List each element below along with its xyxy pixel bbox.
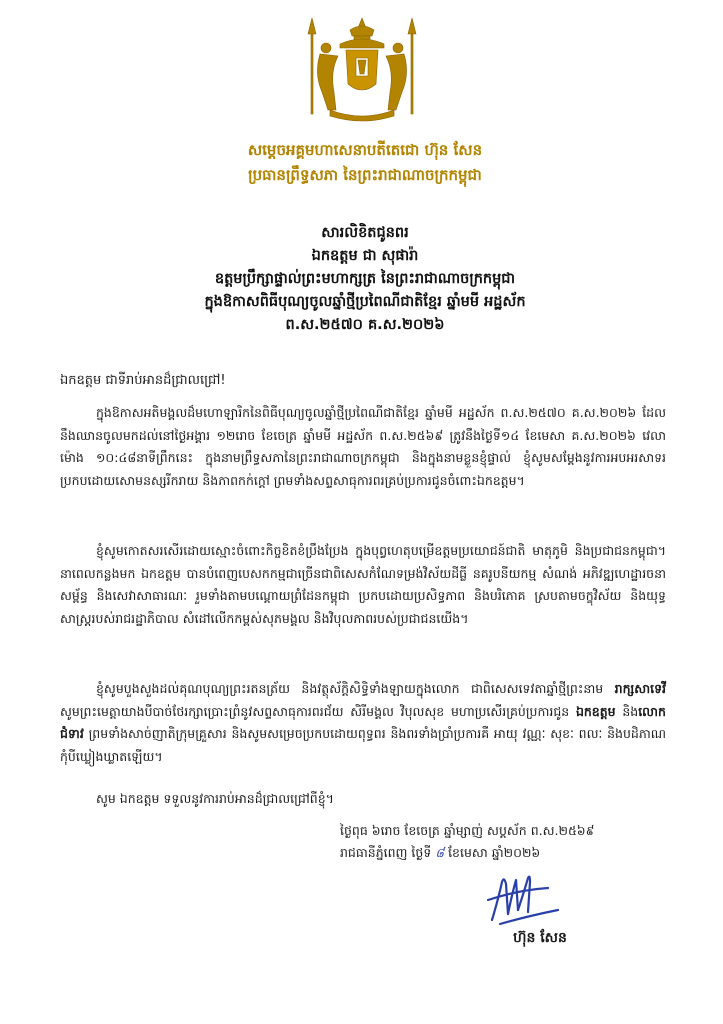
place-date-prefix: រាជធានីភ្នំពេញ ថ្ងៃទី xyxy=(340,845,432,860)
letter-heading xyxy=(140,222,590,337)
paragraph-3 xyxy=(60,678,666,768)
heading-line-3: ឧត្តមប្រឹក្សាផ្ទាល់ព្រះមហាក្សត្រ នៃព្រះរាជាណាចក្រកម្ពុជា xyxy=(214,271,516,287)
royal-coat-of-arms-icon xyxy=(300,14,424,124)
heading-line-4: ក្នុងឱកាសពិធីបុណ្យចូលឆ្នាំថ្មីប្រពៃណីជាតិខ្មែរ ឆ្នាំមមី អដ្ឋស័ក xyxy=(204,294,526,310)
p3-suffix: ព្រមទាំងសាច់ញាតិក្រុមគ្រួសារ និងសូមសម្រេចប្រកបដោយពុទ្ធពរ និងពរទាំងប្រាំប្រការគឺ អាយុ វណ្ណៈ សុខៈ ពលៈ និងបដិភាណ កុំបីឃ្លៀងឃ្លាតឡើយ។ xyxy=(60,726,666,764)
place-date xyxy=(340,842,670,864)
paragraph-2: ខ្ញុំសូមកោតសរសើរដោយស្មោះចំពោះកិច្ចខិតខំប្រឹងប្រែង ក្នុងបុព្វហេតុបម្រើឧត្តមប្រយោជន៍ជាតិ មាតុភូមិ និងប្រជាជនកម្ពុជា។ នាពេលកន្លងមក ឯកឧត្តម បានបំពេញបេសកកម្មជាច្រើនជាពិសេសកំណែទម្រង់វិស័យដីធ្លី នគរូបនីយកម្ម សំណង់ អភិវឌ្ឍហេដ្ឋារចនាសម្ព័ន្ធ និងសេវាសាធារណៈ រួមទាំងតាមបណ្តោយព្រំដែនកម្ពុជា ប្រកបដោយប្រសិទ្ធភាព និងបរិភោគ ស្របតាមចក្ខុវិស័យ និងយុទ្ធសាស្ត្ររបស់រាជរដ្ឋាភិបាល សំដៅលើកកម្ពស់សុភមង្គល និងវិបុលភាពរបស់ប្រជាជនយើង។ xyxy=(60,543,666,626)
p3-prefix: ខ្ញុំសូមបួងសួងដល់គុណបុណ្យព្រះរតនត្រ័យ និងវត្ថុស័ក្តិសិទ្ធិទាំងឡាយក្នុងលោក ជាពិសេសទេវតាឆ្នាំថ្មីព្រះនាម xyxy=(96,681,604,696)
p3-lady: លោកជំទាវ xyxy=(60,703,666,742)
closing-line: សូម ឯកឧត្តម ទទួលនូវការរាប់អានដ៏ជ្រាលជ្រៅពីខ្ញុំ។ xyxy=(96,791,334,806)
heading-line-1: សារលិខិតជូនពរ xyxy=(321,225,409,241)
p3-excellency: ឯកឧត្តម xyxy=(575,703,616,719)
p3-mid: សូមព្រះមេត្តាយាងបីបាច់ថែរក្សាប្រោះព្រំនូវសព្ទសាធុការពរជ័យ សិរីមង្គល វិបុលសុខ មហាប្រសើរគ្រប់ប្រការជូន xyxy=(60,703,570,719)
dateline xyxy=(340,820,670,864)
place-date-suffix: ខែមេសា ឆ្នាំ២០២៦ xyxy=(448,845,541,860)
heading-line-2: ឯកឧត្តម ជា សុផារ៉ា xyxy=(311,248,419,264)
sender-position: ប្រធានព្រឹទ្ធសភា នៃព្រះរាជាណាចក្រកម្ពុជា xyxy=(248,166,482,184)
handwritten-signature-icon xyxy=(478,870,568,930)
salutation: ឯកឧត្តម ជាទីរាប់អានដ៏ជ្រាលជ្រៅ! xyxy=(60,373,226,388)
heading-line-5: ព.ស.២៥៧០ គ.ស.២០២៦ xyxy=(285,317,445,333)
paragraph-1: ក្នុងឱកាសអតិមង្គលដ៏មហោឡារិកនៃពិធីបុណ្យចូលឆ្នាំថ្មីប្រពៃណីជាតិខ្មែរ ឆ្នាំមមី អដ្ឋស័ក ព.ស.២៥៧០ គ.ស.២០២៦ ដែលនឹងឈានចូលមកដល់នៅថ្ងៃអង្គារ ១២រោច ខែចេត្រ ឆ្នាំមមី អដ្ឋស័ក ព.ស.២៥៦៩ ត្រូវនឹងថ្ងៃទី១៤ ខែមេសា គ.ស.២០២៦ វេលាម៉ោង ១០:៤៨នាទីព្រឹកនេះ ក្នុងនាមព្រឹទ្ធសភានៃព្រះរាជាណាចក្រកម្ពុជា និងក្នុងនាមខ្លួនខ្ញុំផ្ទាល់ ខ្ញុំសូមសម្តែងនូវការអបអរសាទរប្រកបដោយសោមនស្សរីករាយ និងភាពកក់ក្តៅ ព្រមទាំងសព្ទសាធុការពរគ្រប់ប្រការជូនចំពោះឯកឧត្តម។ xyxy=(60,405,666,488)
p3-and: និង xyxy=(622,703,639,719)
sender-title xyxy=(200,138,530,188)
lunar-date: ថ្ងៃពុធ ៦រោច ខែចេត្រ ឆ្នាំម្សាញ់ សប្តស័ក ព.ស.២៥៦៩ xyxy=(340,823,595,838)
signer-name: ហ៊ុន សែន xyxy=(513,930,567,946)
handwritten-day: ៨ xyxy=(435,845,445,860)
sender-name: សម្តេចអគ្គមហាសេនាបតីតេជោ ហ៊ុន សែន xyxy=(247,141,483,159)
p3-deity-name: រាក្សសាទេវី xyxy=(614,681,666,696)
